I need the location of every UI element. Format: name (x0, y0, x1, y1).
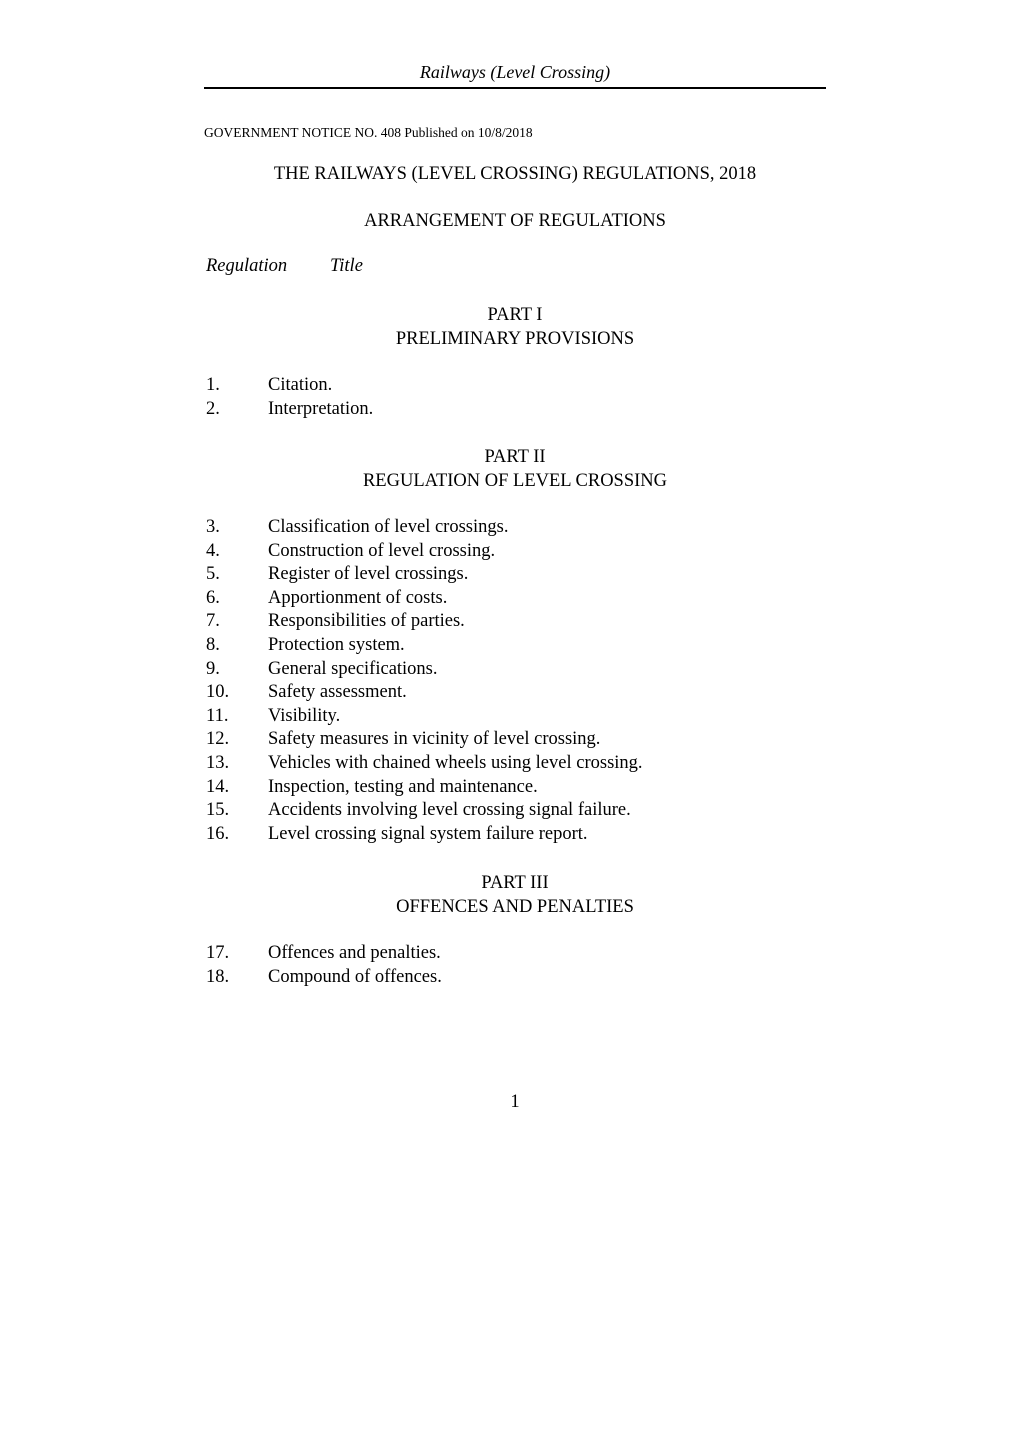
item-title: Classification of level crossings. (268, 517, 509, 537)
item-number: 15. (206, 800, 230, 821)
item-title: Offences and penalties. (268, 943, 441, 963)
list-item (206, 634, 643, 658)
part-3-heading: OFFENCES AND PENALTIES (396, 897, 634, 917)
list-item (206, 752, 643, 776)
list-item (206, 681, 643, 705)
list-item (206, 942, 442, 966)
item-title: Accidents involving level crossing signal failure. (268, 800, 631, 821)
list-item (206, 658, 643, 682)
part-1-label: PART I (487, 305, 543, 325)
list-item (206, 398, 373, 422)
part-3-list (206, 942, 442, 989)
item-number: 13. (206, 752, 230, 773)
part-2-heading: REGULATION OF LEVEL CROSSING (362, 471, 668, 491)
list-item (206, 374, 373, 398)
list-item (206, 563, 643, 587)
item-number: 2. (206, 398, 220, 419)
item-title: General specifications. (268, 658, 438, 679)
item-title: Register of level crossings. (268, 564, 469, 585)
item-title: Inspection, testing and maintenance. (268, 776, 538, 797)
part-2-label: PART II (484, 447, 546, 467)
regulation-column-heading: Regulation (206, 256, 288, 276)
title-column-heading: Title (330, 256, 363, 276)
list-item (206, 799, 643, 823)
column-headings (206, 256, 363, 277)
item-title: Responsibilities of parties. (268, 611, 465, 632)
list-item (206, 587, 643, 611)
list-item (206, 516, 643, 540)
item-title: Interpretation. (268, 398, 374, 419)
item-number: 1. (206, 375, 220, 395)
arrangement-heading: ARRANGEMENT OF REGULATIONS (364, 211, 666, 231)
item-number: 12. (206, 729, 230, 750)
item-number: 14. (206, 776, 230, 797)
item-number: 7. (206, 611, 220, 632)
list-item (206, 823, 643, 847)
item-number: 8. (206, 634, 220, 655)
item-title: Safety measures in vicinity of level crossing. (268, 729, 601, 750)
part-1-heading: PRELIMINARY PROVISIONS (395, 329, 635, 349)
list-item (206, 728, 643, 752)
part-2-list (206, 516, 643, 846)
header-rule (204, 87, 826, 89)
item-number: 11. (206, 705, 229, 726)
part-1-list (206, 374, 373, 421)
item-number: 5. (206, 564, 220, 585)
running-header: Railways (Level Crossing) (419, 62, 611, 82)
item-number: 18. (206, 966, 230, 987)
item-title: Construction of level crossing. (268, 540, 496, 561)
item-number: 6. (206, 587, 220, 608)
item-number: 10. (206, 682, 230, 703)
item-title: Compound of offences. (268, 966, 442, 987)
item-title: Vehicles with chained wheels using level crossing. (268, 752, 643, 773)
item-number: 4. (206, 540, 220, 561)
page-number: 1 (510, 1092, 520, 1112)
document-title: THE RAILWAYS (LEVEL CROSSING) REGULATIONS, 2018 (273, 164, 757, 184)
item-title: Level crossing signal system failure report. (268, 823, 588, 844)
item-title: Protection system. (268, 634, 405, 655)
item-number: 9. (206, 658, 220, 679)
item-title: Visibility. (268, 705, 341, 726)
item-number: 3. (206, 517, 220, 537)
list-item (206, 705, 643, 729)
list-item (206, 540, 643, 564)
item-number: 17. (206, 943, 230, 963)
government-notice: GOVERNMENT NOTICE NO. 408 Published on 10/8/2018 (204, 125, 533, 140)
item-title: Citation. (268, 375, 333, 395)
list-item (206, 610, 643, 634)
list-item (206, 966, 442, 990)
item-number: 16. (206, 823, 230, 844)
item-title: Safety assessment. (268, 682, 407, 703)
part-3-label: PART III (481, 873, 549, 893)
list-item (206, 776, 643, 800)
item-title: Apportionment of costs. (268, 587, 448, 608)
